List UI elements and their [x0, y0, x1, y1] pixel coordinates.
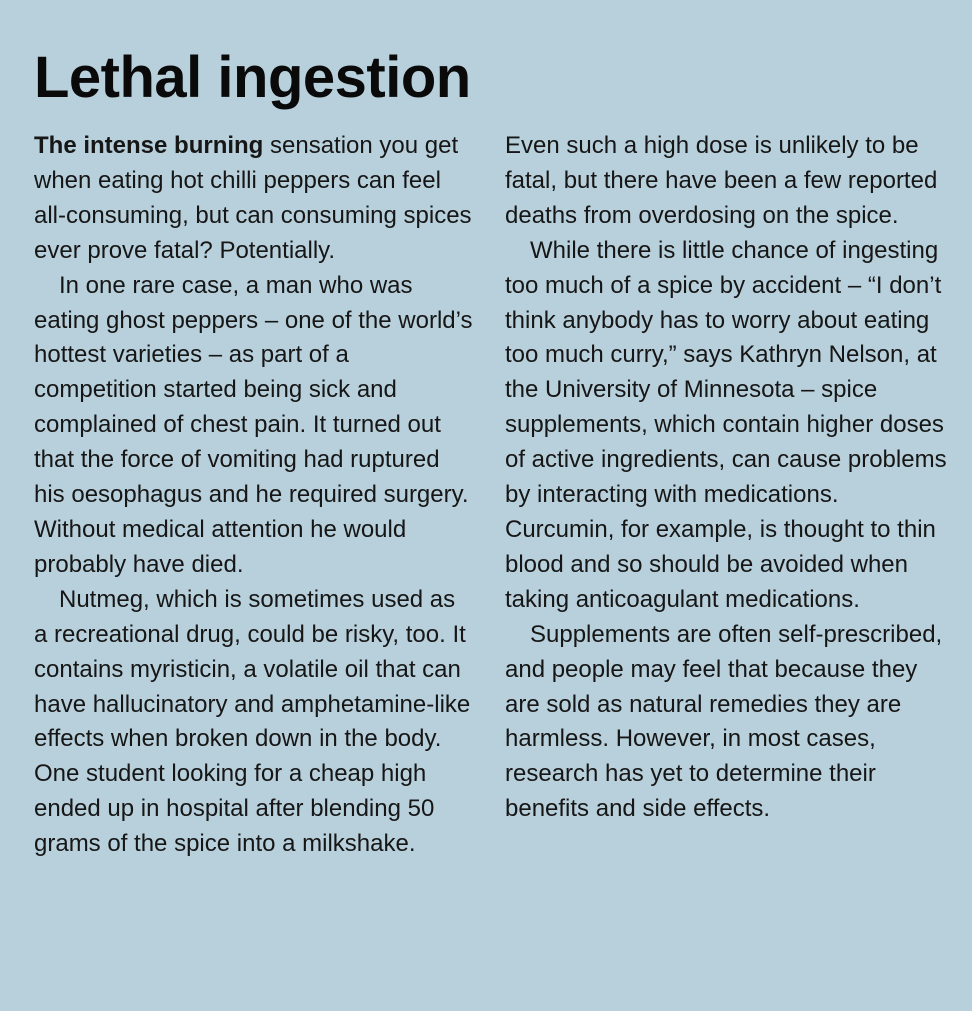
right-column: [505, 129, 950, 827]
left-paragraph-2: In one rare case, a man who was eating ghost peppers – one of the world’s hottest varieties – as part of a competition started being sick and complained of chest pain. It turned out that the force of vomiting had ruptured his oesophagus and he required surgery. Without medical attention he would probably have died.: [34, 271, 473, 578]
left-paragraph-1-text: sensation you get when eating hot chilli peppers can feel all-consuming, but can consuming spices ever prove fatal? Potentially.: [34, 132, 472, 264]
left-column: [34, 129, 474, 862]
right-paragraph-1: Even such a high dose is unlikely to be fatal, but there have been a few reported deaths from overdosing on the spice.: [505, 132, 938, 229]
lead-in-bold: The intense burning: [34, 132, 264, 159]
article-title: Lethal ingestion: [34, 45, 471, 110]
right-paragraph-2: While there is little chance of ingesting too much of a spice by accident – “I don’t think anybody has to worry about eating too much curry,” says Kathryn Nelson, at the University of Minnesota – spice supplements, which contain higher doses of active ingredients, can cause problems by interacting with medications. Curcumin, for example, is thought to thin blood and so should be avoided when taking anticoagulant medications.: [505, 236, 947, 613]
left-paragraph-3: Nutmeg, which is sometimes used as a recreational drug, could be risky, too. It contains myristicin, a volatile oil that can have hallucinatory and amphetamine-like effects when broken down in the body. One student looking for a cheap high ended up in hospital after blending 50 grams of the spice into a milkshake.: [34, 585, 471, 858]
right-paragraph-3: Supplements are often self-prescribed, and people may feel that because they are sold as natural remedies they are harmless. However, in most cases, research has yet to determine their benefits and side effects.: [505, 620, 943, 823]
left-paragraph-1: [34, 129, 474, 269]
